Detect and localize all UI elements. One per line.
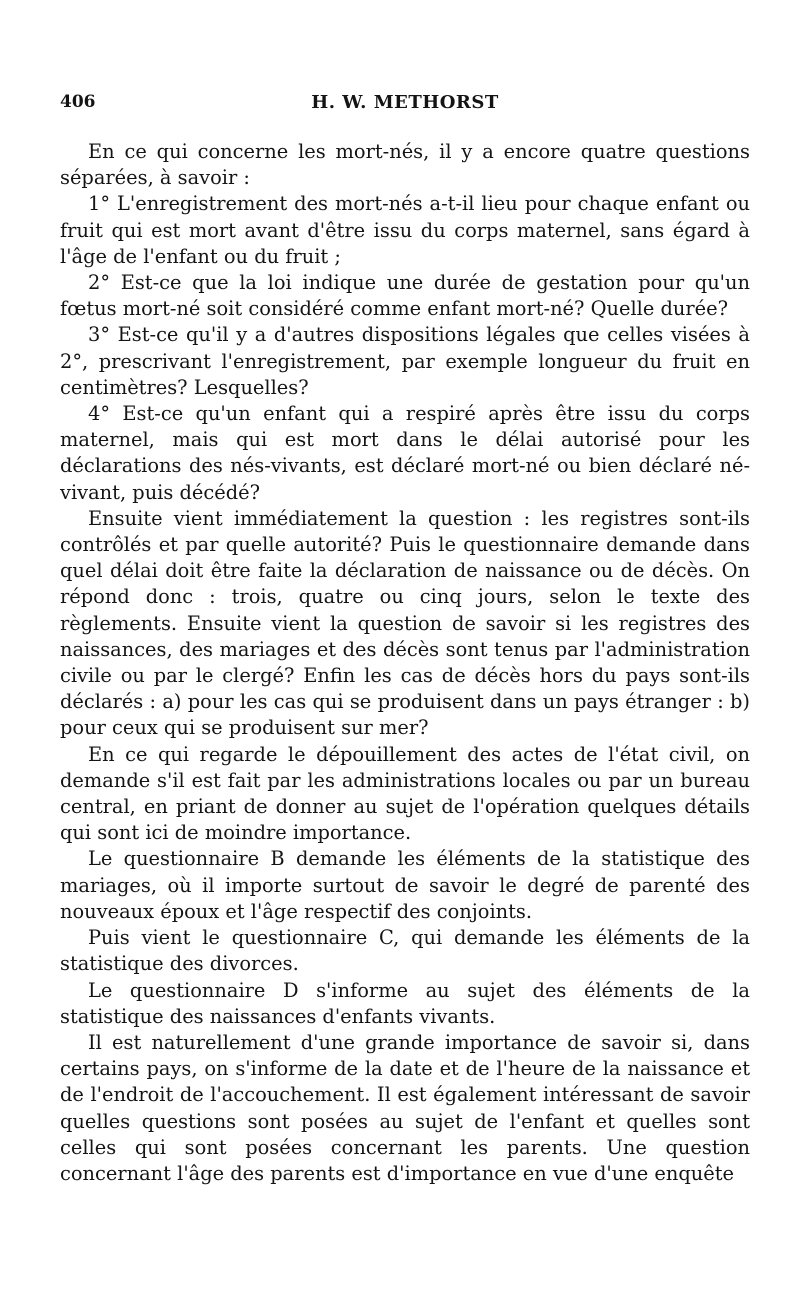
paragraph: Le questionnaire B demande les éléments de la statistique des mariages, où il importe surtout de savoir le degré de parenté des nouveaux époux et l'âge respectif des conjoints. [60, 847, 750, 923]
paragraph: Le questionnaire D s'informe au sujet des éléments de la statistique des naissances d'enfants vivants. [60, 978, 750, 1028]
paragraph: Puis vient le questionnaire C, qui demande les éléments de la statistique des divorces. [60, 926, 750, 976]
running-head: H. W. METHORST [311, 92, 499, 113]
page-header [60, 92, 750, 116]
paragraph: 4° Est-ce qu'un enfant qui a respiré après être issu du corps maternel, mais qui est mort dans le délai autorisé pour les déclarations des nés-vivants, est déclaré mort-né ou bien déclaré né-vivant, puis décédé? [60, 402, 750, 504]
paragraph: 2° Est-ce que la loi indique une durée de gestation pour qu'un fœtus mort-né soit considéré comme enfant mort-né? Quelle durée? [60, 271, 750, 321]
paragraph: Il est naturellement d'une grande importance de savoir si, dans certains pays, on s'informe de la date et de l'heure de la naissance et de l'endroit de l'accouchement. Il est également intéressant de savoir quelles questions sont posées au sujet de l'enfant et quelles sont celles qui sont posées concernant les parents. Une question concernant l'âge des parents est d'importance en vue d'une enquête [60, 1030, 750, 1185]
paragraph: 3° Est-ce qu'il y a d'autres dispositions légales que celles visées à 2°, prescrivant l'enregistrement, par exemple longueur du fruit en centimètres? Lesquelles? [60, 323, 750, 399]
body-text [60, 139, 750, 1187]
paragraph: Ensuite vient immédiatement la question : les registres sont-ils contrôlés et par quelle autorité? Puis le questionnaire demande dans quel délai doit être faite la déclaration de naissance ou de décès. On répond donc : trois, quatre ou cinq jours, selon le texte des règlements. Ensuite vient la question de savoir si les registres des naissances, des mariages et des décès sont tenus par l'administration civile ou par le clergé? Enfin les cas de décès hors du pays sont-ils déclarés : a) pour les cas qui se produisent dans un pays étranger : b) pour ceux qui se produisent sur mer? [60, 506, 750, 740]
paragraph: En ce qui regarde le dépouillement des actes de l'état civil, on demande s'il est fait par les administrations locales ou par un bureau central, en priant de donner au sujet de l'opération quelques détails qui sont ici de moindre importance. [60, 742, 750, 845]
paragraph: 1° L'enregistrement des mort-nés a-t-il lieu pour chaque enfant ou fruit qui est mort avant d'être issu du corps maternel, sans égard à l'âge de l'enfant ou du fruit ; [60, 192, 750, 268]
page-number: 406 [60, 92, 96, 112]
paragraph: En ce qui concerne les mort-nés, il y a encore quatre questions séparées, à savoir : [60, 140, 750, 190]
